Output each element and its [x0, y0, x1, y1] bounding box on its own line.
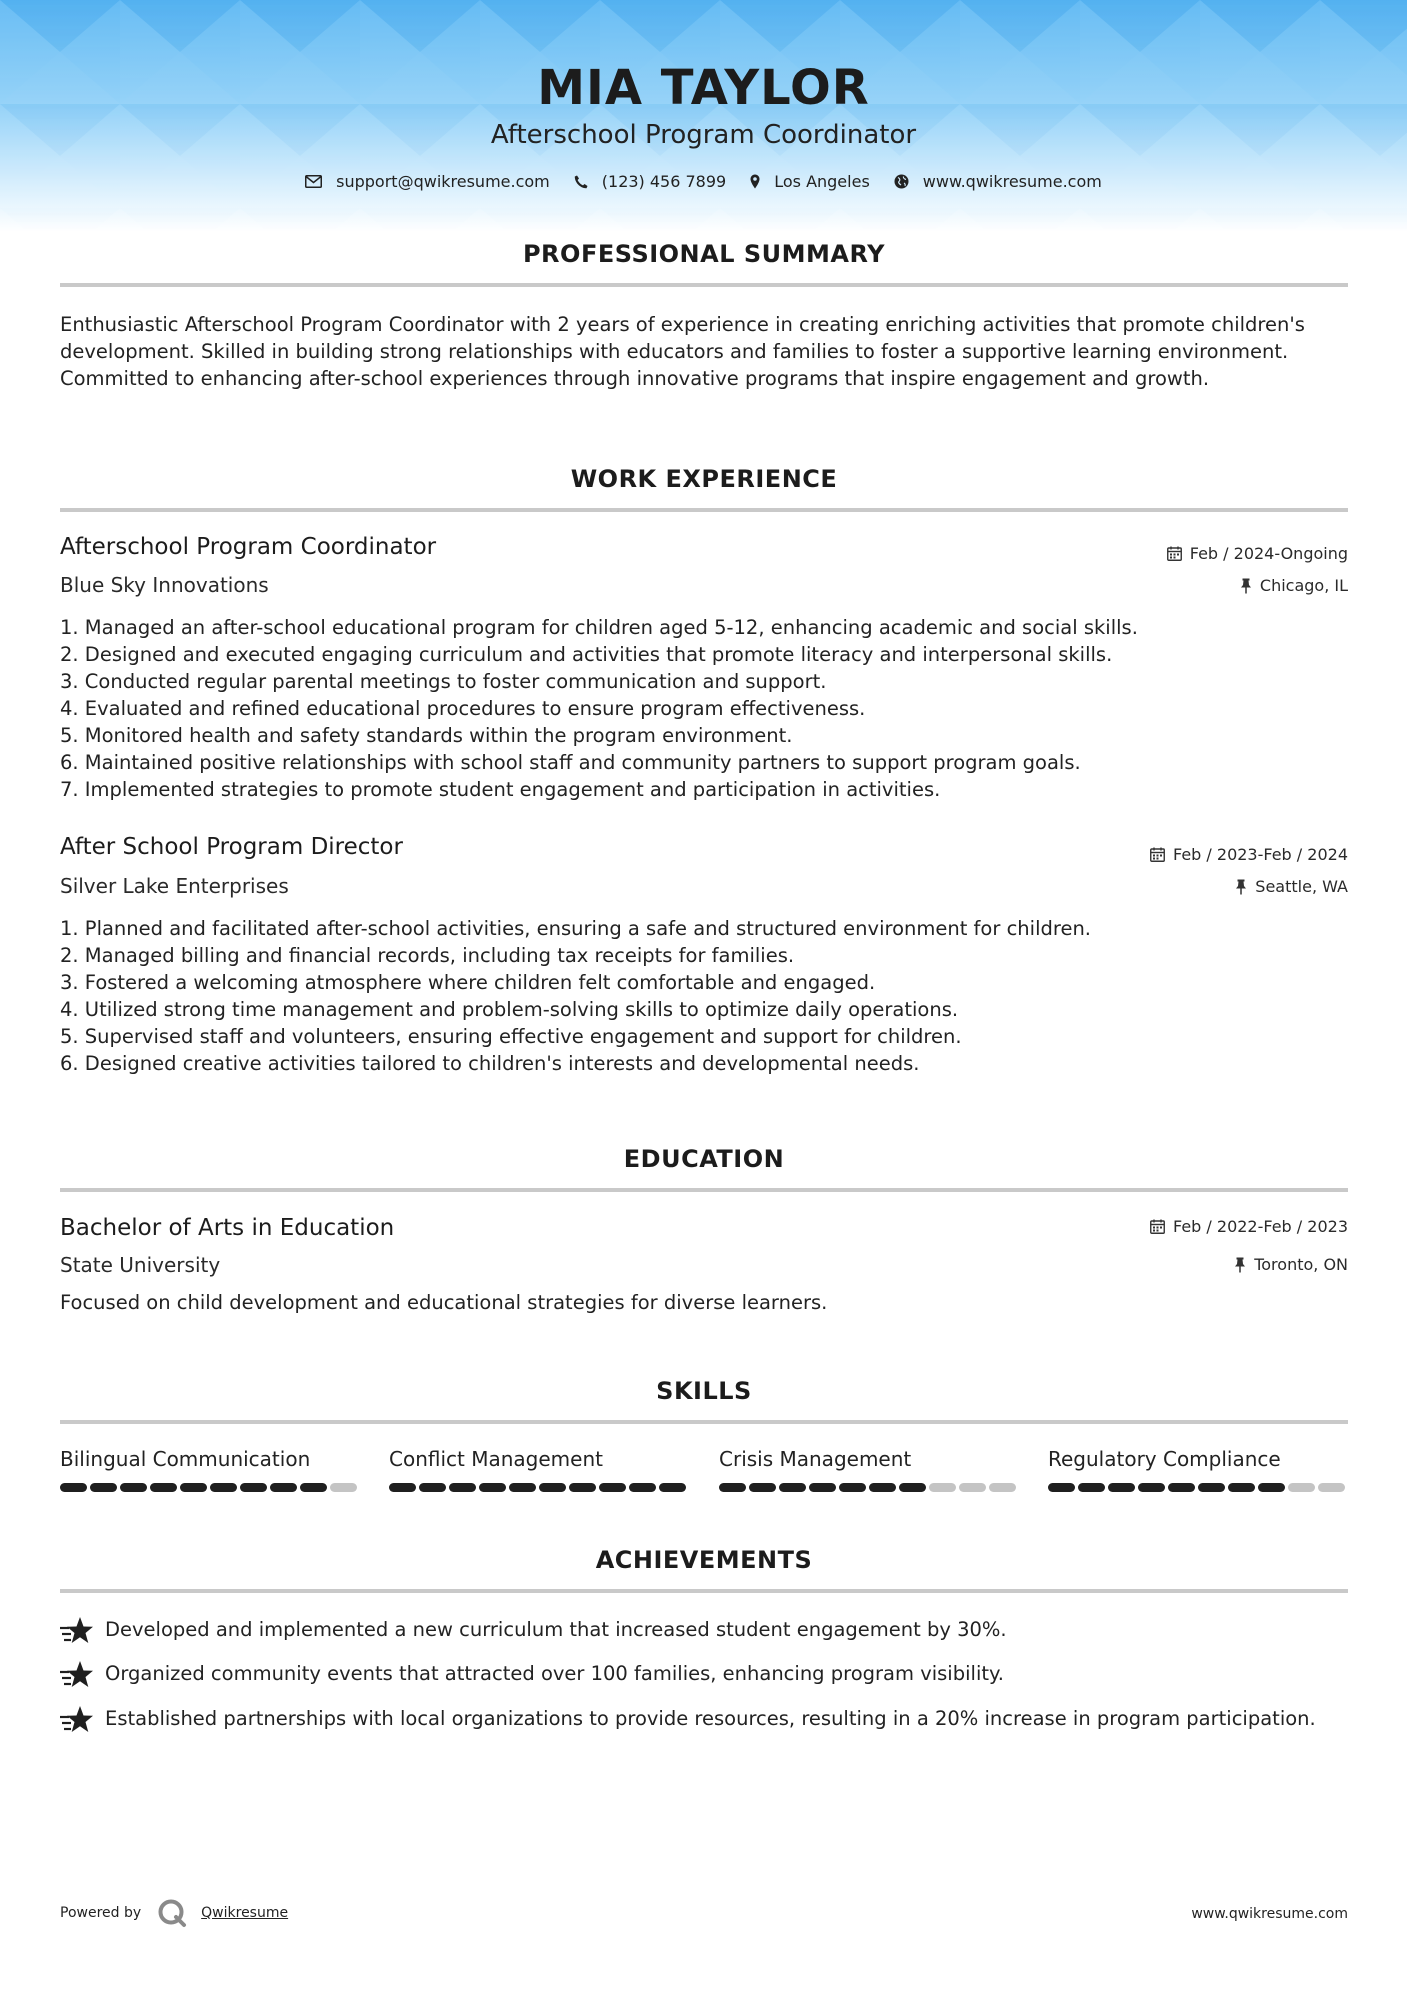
achievements-divider [60, 1589, 1348, 1593]
skill-label: Regulatory Compliance [1048, 1447, 1281, 1471]
skill-level-segment [330, 1483, 357, 1492]
skill-level-segment [180, 1483, 207, 1492]
list-item: 4. Evaluated and refined educational procedures to ensure program effectiveness. [60, 697, 866, 720]
list-item: 5. Monitored health and safety standards within the program environment. [60, 724, 793, 747]
skill-level-segment [989, 1483, 1016, 1492]
footer-powered-by [60, 1898, 288, 1928]
skill-level-segment [869, 1483, 896, 1492]
skill-level-segment [1318, 1483, 1345, 1492]
dates-text: Feb / 2023-Feb / 2024 [1173, 845, 1348, 864]
contact-website[interactable] [894, 172, 1102, 191]
skill-label: Crisis Management [719, 1447, 912, 1471]
star-icon [60, 1705, 93, 1735]
company-name: Blue Sky Innovations [60, 573, 269, 597]
qwikresume-logo-icon [157, 1898, 187, 1928]
skill-level-segment [599, 1483, 626, 1492]
skill-level-segment [389, 1483, 416, 1492]
skill-level-meter [719, 1483, 1019, 1492]
skill-level-segment [1198, 1483, 1225, 1492]
location-text: Los Angeles [774, 172, 870, 191]
list-item: 1. Planned and facilitated after-school activities, ensuring a safe and structured environment for children. [60, 917, 1092, 940]
experience-divider [60, 508, 1348, 512]
education-location [1234, 1255, 1348, 1274]
summary-text: Enthusiastic Afterschool Program Coordinator with 2 years of experience in creating enriching activities that promote children's development. Skilled in building strong relationships with educators and families to foster a supportive learning environment. Committed to enhancing after-school experiences through innovative programs that inspire engagement and growth. [60, 313, 1305, 390]
header-pattern [0, 0, 1407, 232]
job-location [1240, 576, 1348, 595]
skill-level-segment [1108, 1483, 1135, 1492]
calendar-icon [1150, 847, 1165, 862]
envelope-icon [305, 175, 322, 188]
star-icon [60, 1660, 93, 1690]
skill-level-meter [1048, 1483, 1348, 1492]
skill-level-segment [1228, 1483, 1255, 1492]
skill-level-segment [1048, 1483, 1075, 1492]
job-title: Afterschool Program Coordinator [60, 534, 437, 560]
website-text: www.qwikresume.com [922, 172, 1102, 191]
job-dates [1150, 845, 1348, 864]
skill-level-segment [479, 1483, 506, 1492]
skill-level-segment [150, 1483, 177, 1492]
achievement-item [60, 1660, 1350, 1690]
location-text: Seattle, WA [1255, 877, 1348, 896]
location-text: Chicago, IL [1259, 576, 1348, 595]
phone-text: (123) 456 7899 [601, 172, 727, 191]
skill-level-segment [120, 1483, 147, 1492]
job-bullets [60, 614, 1350, 803]
skill-level-segment [929, 1483, 956, 1492]
list-item: 6. Designed creative activities tailored to children's interests and developmental needs. [60, 1052, 920, 1075]
skill-level-segment [539, 1483, 566, 1492]
achievement-item [60, 1705, 1350, 1735]
globe-icon [894, 174, 909, 189]
list-item: 2. Managed billing and financial records, including tax receipts for families. [60, 944, 795, 967]
skill-level-segment [809, 1483, 836, 1492]
skill-level-meter [389, 1483, 689, 1492]
degree-title: Bachelor of Arts in Education [60, 1215, 395, 1241]
education-description: Focused on child development and educational strategies for diverse learners. [60, 1291, 828, 1314]
achievement-text: Developed and implemented a new curriculum that increased student engagement by 30%. [105, 1618, 1007, 1641]
list-item: 3. Fostered a welcoming atmosphere where children felt comfortable and engaged. [60, 971, 876, 994]
calendar-icon [1167, 546, 1182, 561]
list-item: 6. Maintained positive relationships with school staff and community partners to support program goals. [60, 751, 1081, 774]
skill-level-segment [899, 1483, 926, 1492]
skill-level-segment [449, 1483, 476, 1492]
skill-level-segment [509, 1483, 536, 1492]
job-bullets [60, 915, 1350, 1077]
skill-item [389, 1447, 689, 1492]
skill-level-segment [1288, 1483, 1315, 1492]
skill-item [719, 1447, 1019, 1492]
achievement-text: Organized community events that attracted over 100 families, enhancing program visibility. [105, 1662, 1004, 1685]
contact-email[interactable] [305, 172, 550, 191]
skill-level-segment [1258, 1483, 1285, 1492]
skill-level-segment [60, 1483, 87, 1492]
education-divider [60, 1188, 1348, 1192]
map-pin-icon [750, 174, 760, 189]
skill-level-segment [1168, 1483, 1195, 1492]
candidate-name: MIA TAYLOR [537, 60, 870, 116]
pushpin-icon [1234, 1257, 1246, 1273]
footer-website[interactable]: www.qwikresume.com [1191, 1906, 1348, 1922]
location-text: Toronto, ON [1254, 1255, 1348, 1274]
list-item: 3. Conducted regular parental meetings to foster communication and support. [60, 670, 827, 693]
school-name: State University [60, 1253, 221, 1277]
contact-phone[interactable] [574, 172, 726, 191]
skills-heading: SKILLS [656, 1377, 752, 1405]
skill-level-segment [749, 1483, 776, 1492]
job-title: After School Program Director [60, 834, 403, 860]
contact-bar [0, 172, 1407, 191]
skill-level-segment [300, 1483, 327, 1492]
qwikresume-link[interactable]: Qwikresume [201, 1905, 289, 1921]
contact-location [750, 172, 870, 191]
achievements-heading: ACHIEVEMENTS [595, 1546, 813, 1574]
skill-item [1048, 1447, 1348, 1492]
dates-text: Feb / 2024-Ongoing [1189, 544, 1348, 563]
pushpin-icon [1240, 578, 1252, 594]
skill-level-segment [240, 1483, 267, 1492]
skill-level-segment [1138, 1483, 1165, 1492]
list-item: 4. Utilized strong time management and problem-solving skills to optimize daily operations. [60, 998, 959, 1021]
achievement-text: Established partnerships with local organizations to provide resources, resulting in a 20% increase in program participation. [105, 1707, 1316, 1730]
skill-label: Bilingual Communication [60, 1447, 311, 1471]
phone-icon [574, 175, 588, 189]
education-dates [1150, 1217, 1348, 1236]
list-item: 7. Implemented strategies to promote student engagement and participation in activities. [60, 778, 941, 801]
experience-heading: WORK EXPERIENCE [570, 465, 838, 493]
achievement-item [60, 1616, 1350, 1646]
summary-divider [60, 283, 1348, 287]
skill-level-segment [210, 1483, 237, 1492]
skill-level-segment [629, 1483, 656, 1492]
job-location [1235, 877, 1348, 896]
skill-level-segment [270, 1483, 297, 1492]
skill-level-segment [90, 1483, 117, 1492]
education-heading: EDUCATION [623, 1145, 785, 1173]
skill-item [60, 1447, 360, 1492]
skill-level-segment [719, 1483, 746, 1492]
skill-level-segment [659, 1483, 686, 1492]
skill-level-segment [839, 1483, 866, 1492]
skills-divider [60, 1420, 1348, 1424]
skill-label: Conflict Management [389, 1447, 603, 1471]
powered-by-label: Powered by [60, 1905, 142, 1921]
calendar-icon [1150, 1219, 1165, 1234]
dates-text: Feb / 2022-Feb / 2023 [1173, 1217, 1348, 1236]
job-dates [1167, 544, 1348, 563]
email-text: support@qwikresume.com [336, 172, 550, 191]
skill-level-segment [419, 1483, 446, 1492]
skill-level-meter [60, 1483, 360, 1492]
skill-level-segment [779, 1483, 806, 1492]
skill-level-segment [569, 1483, 596, 1492]
star-icon [60, 1616, 93, 1646]
skill-level-segment [959, 1483, 986, 1492]
company-name: Silver Lake Enterprises [60, 874, 289, 898]
skill-level-segment [1078, 1483, 1105, 1492]
candidate-role: Afterschool Program Coordinator [490, 120, 917, 150]
resume-header [0, 0, 1407, 232]
summary-heading: PROFESSIONAL SUMMARY [522, 240, 886, 268]
list-item: 1. Managed an after-school educational program for children aged 5-12, enhancing academic and social skills. [60, 616, 1138, 639]
list-item: 2. Designed and executed engaging curriculum and activities that promote literacy and interpersonal skills. [60, 643, 1113, 666]
list-item: 5. Supervised staff and volunteers, ensuring effective engagement and support for children. [60, 1025, 962, 1048]
pushpin-icon [1235, 879, 1247, 895]
